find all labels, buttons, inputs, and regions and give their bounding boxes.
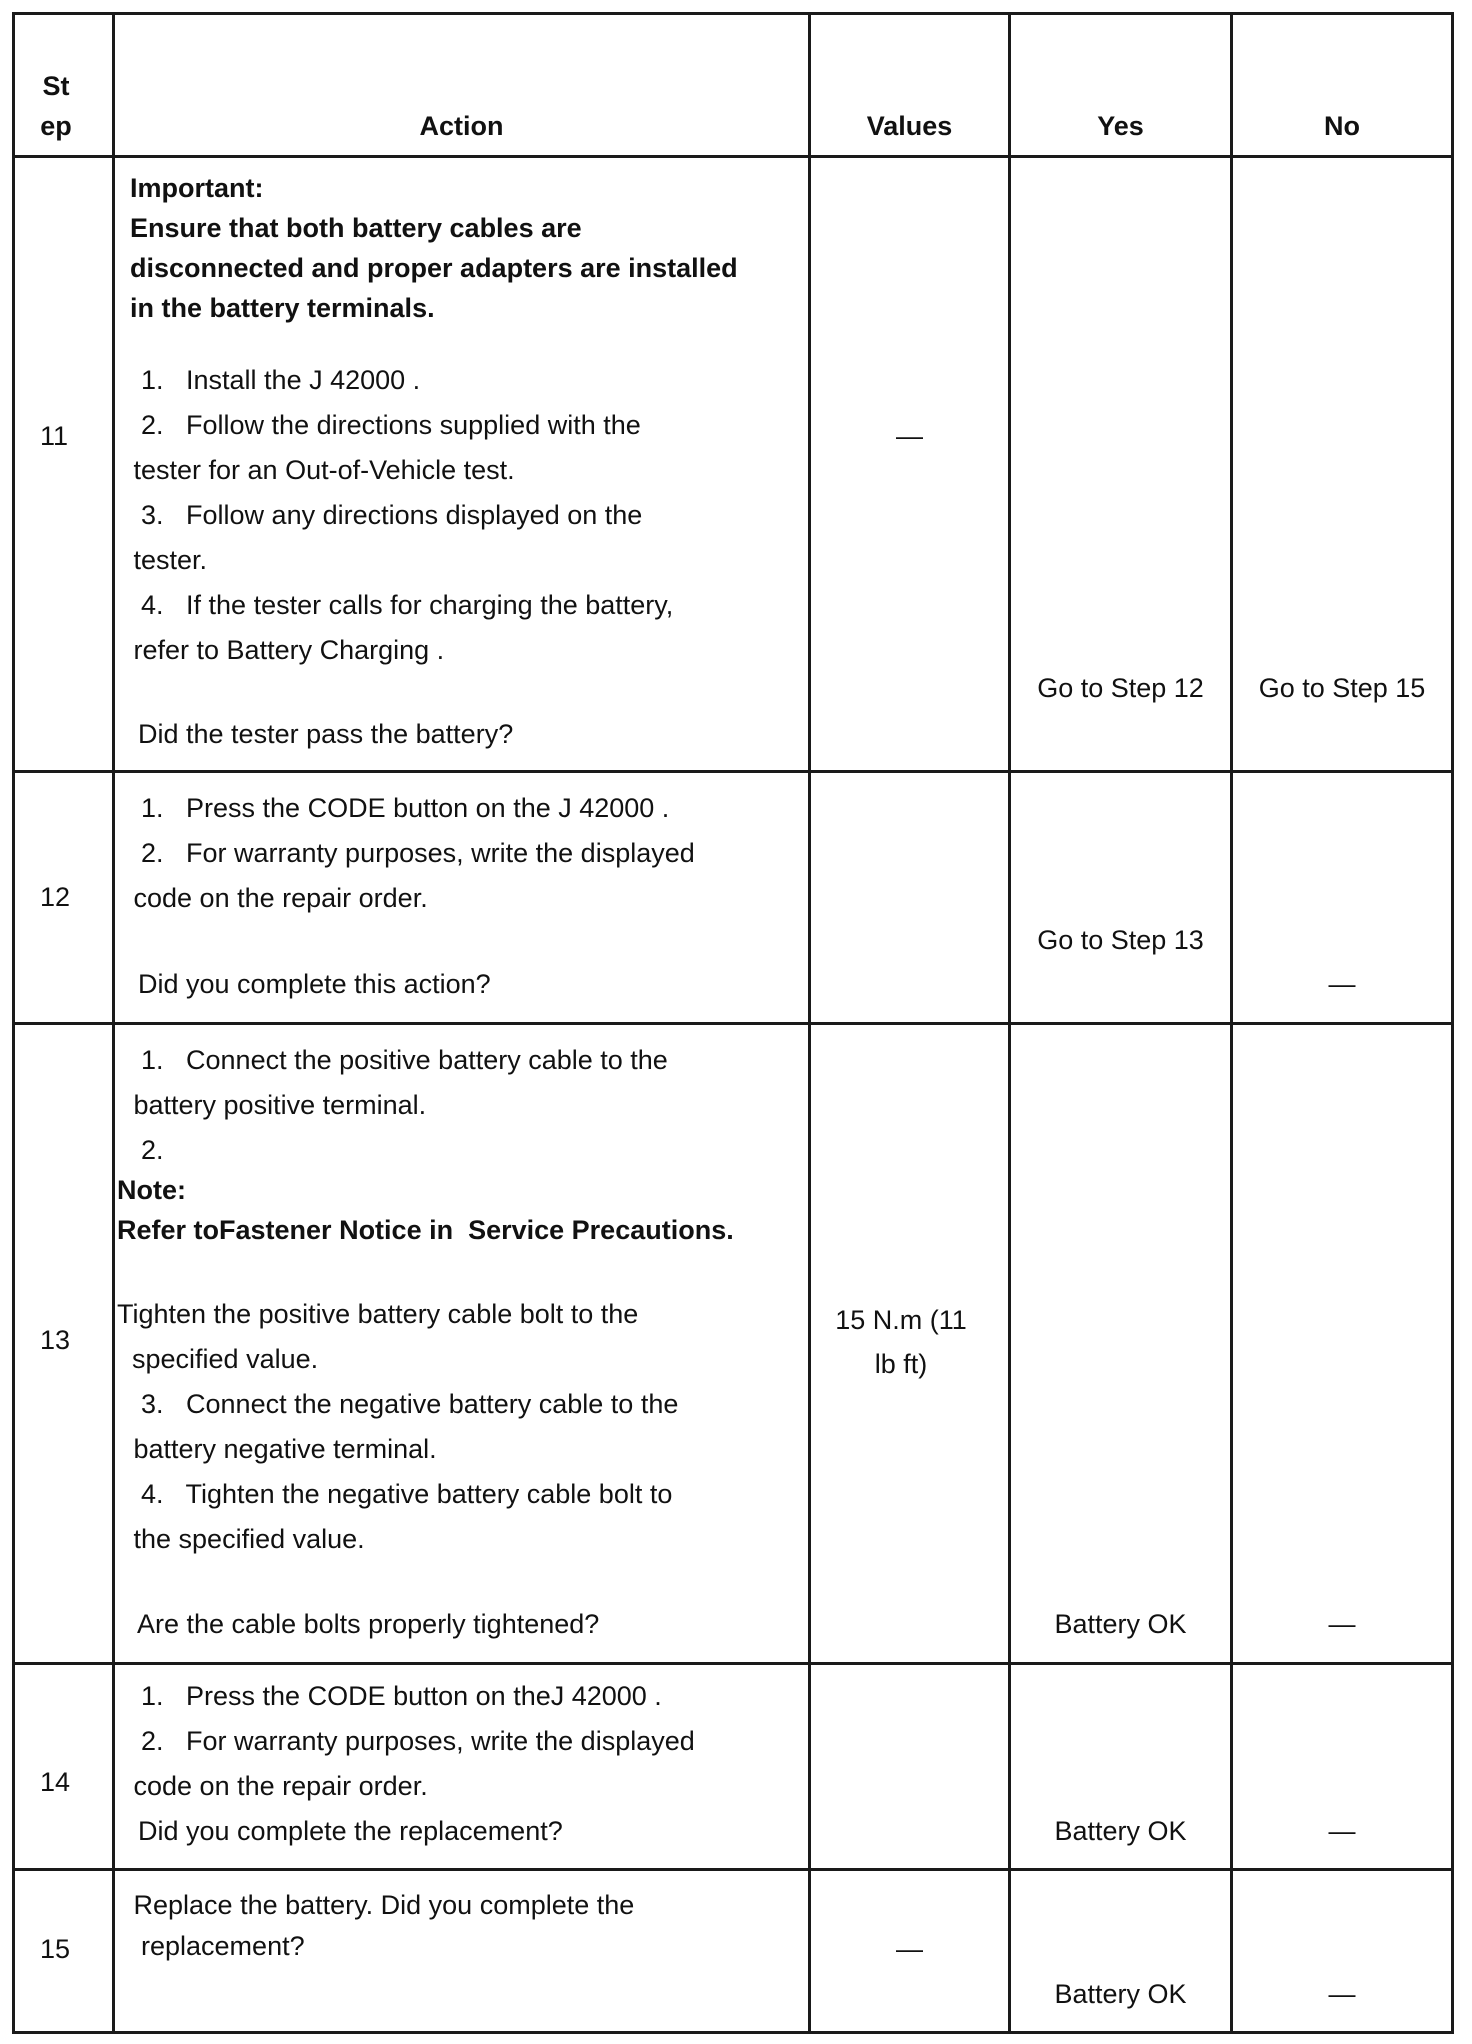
action-question: Did you complete the replacement? bbox=[138, 1816, 563, 1846]
row-divider bbox=[12, 1868, 1454, 1871]
action-line: code on the repair order. bbox=[126, 1771, 428, 1801]
important-text: Ensure that both battery cables are bbox=[130, 213, 582, 243]
yes-cell: Battery OK bbox=[1054, 1979, 1187, 2009]
no-cell: — bbox=[1328, 1816, 1356, 1846]
action-line: specified value. bbox=[117, 1344, 319, 1374]
values-cell: 15 N.m (11 lb ft) bbox=[835, 1305, 967, 1379]
yes-cell: Battery OK bbox=[1054, 1816, 1187, 1846]
important-label: Important: bbox=[130, 173, 264, 203]
action-line: 4. If the tester calls for charging the battery, bbox=[126, 590, 674, 620]
no-cell: — bbox=[1328, 1979, 1356, 2009]
row-divider bbox=[12, 1662, 1454, 1665]
yes-cell: Battery OK bbox=[1054, 1609, 1187, 1639]
action-line: 1. Connect the positive battery cable to the bbox=[126, 1045, 668, 1075]
step-number: 15 bbox=[40, 1934, 71, 1964]
note-label: Note: bbox=[117, 1175, 186, 1205]
yes-cell: Go to Step 13 bbox=[1037, 925, 1204, 955]
step-number: 14 bbox=[40, 1767, 71, 1797]
row-divider bbox=[12, 770, 1454, 773]
action-line: 2. bbox=[126, 1135, 164, 1165]
action-question: Are the cable bolts properly tightened? bbox=[137, 1609, 600, 1639]
action-question: Did the tester pass the battery? bbox=[138, 719, 514, 749]
action-line: refer to Battery Charging . bbox=[126, 635, 445, 665]
no-cell: — bbox=[1328, 969, 1356, 999]
important-text: in the battery terminals. bbox=[130, 293, 435, 323]
yes-cell: Go to Step 12 bbox=[1037, 673, 1204, 703]
action-line: code on the repair order. bbox=[126, 883, 428, 913]
header-no: No bbox=[1324, 111, 1360, 141]
header-yes: Yes bbox=[1097, 111, 1144, 141]
header-step: St ep bbox=[40, 71, 72, 141]
important-text: disconnected and proper adapters are installed bbox=[130, 253, 738, 283]
action-line: tester. bbox=[126, 545, 208, 575]
action-line: Tighten the positive battery cable bolt to the bbox=[117, 1299, 639, 1329]
action-line: 1. Install the J 42000 . bbox=[126, 365, 421, 395]
action-line: 1. Press the CODE button on the J 42000 . bbox=[126, 793, 670, 823]
action-line: 1. Press the CODE button on theJ 42000 . bbox=[126, 1681, 662, 1711]
action-line: 2. Follow the directions supplied with the bbox=[126, 410, 641, 440]
action-line: 4. Tighten the negative battery cable bolt to bbox=[126, 1479, 673, 1509]
action-line: replacement? bbox=[126, 1931, 305, 1961]
step-number: 11 bbox=[40, 421, 69, 451]
note-text: Refer toFastener Notice in Service Precautions. bbox=[117, 1215, 734, 1245]
action-question: Did you complete this action? bbox=[138, 969, 491, 999]
action-line: 2. For warranty purposes, write the displayed bbox=[126, 838, 695, 868]
no-cell: Go to Step 15 bbox=[1258, 673, 1426, 703]
step-number: 12 bbox=[40, 882, 71, 912]
action-line: 3. Connect the negative battery cable to the bbox=[126, 1389, 679, 1419]
action-line: tester for an Out-of-Vehicle test. bbox=[126, 455, 515, 485]
header-values: Values bbox=[866, 111, 953, 141]
step-number: 13 bbox=[40, 1325, 71, 1355]
row-divider bbox=[12, 1022, 1454, 1025]
action-line: 2. For warranty purposes, write the displayed bbox=[126, 1726, 695, 1756]
action-line: Replace the battery. Did you complete the bbox=[126, 1890, 635, 1920]
action-line: battery positive terminal. bbox=[126, 1090, 427, 1120]
action-line: the specified value. bbox=[126, 1524, 365, 1554]
action-line: battery negative terminal. bbox=[126, 1434, 437, 1464]
values-cell: — bbox=[896, 421, 923, 451]
header-action: Action bbox=[419, 111, 504, 141]
action-line: 3. Follow any directions displayed on the bbox=[126, 500, 643, 530]
values-cell: — bbox=[896, 1934, 923, 1964]
row-divider bbox=[12, 155, 1454, 158]
no-cell: — bbox=[1328, 1609, 1356, 1639]
